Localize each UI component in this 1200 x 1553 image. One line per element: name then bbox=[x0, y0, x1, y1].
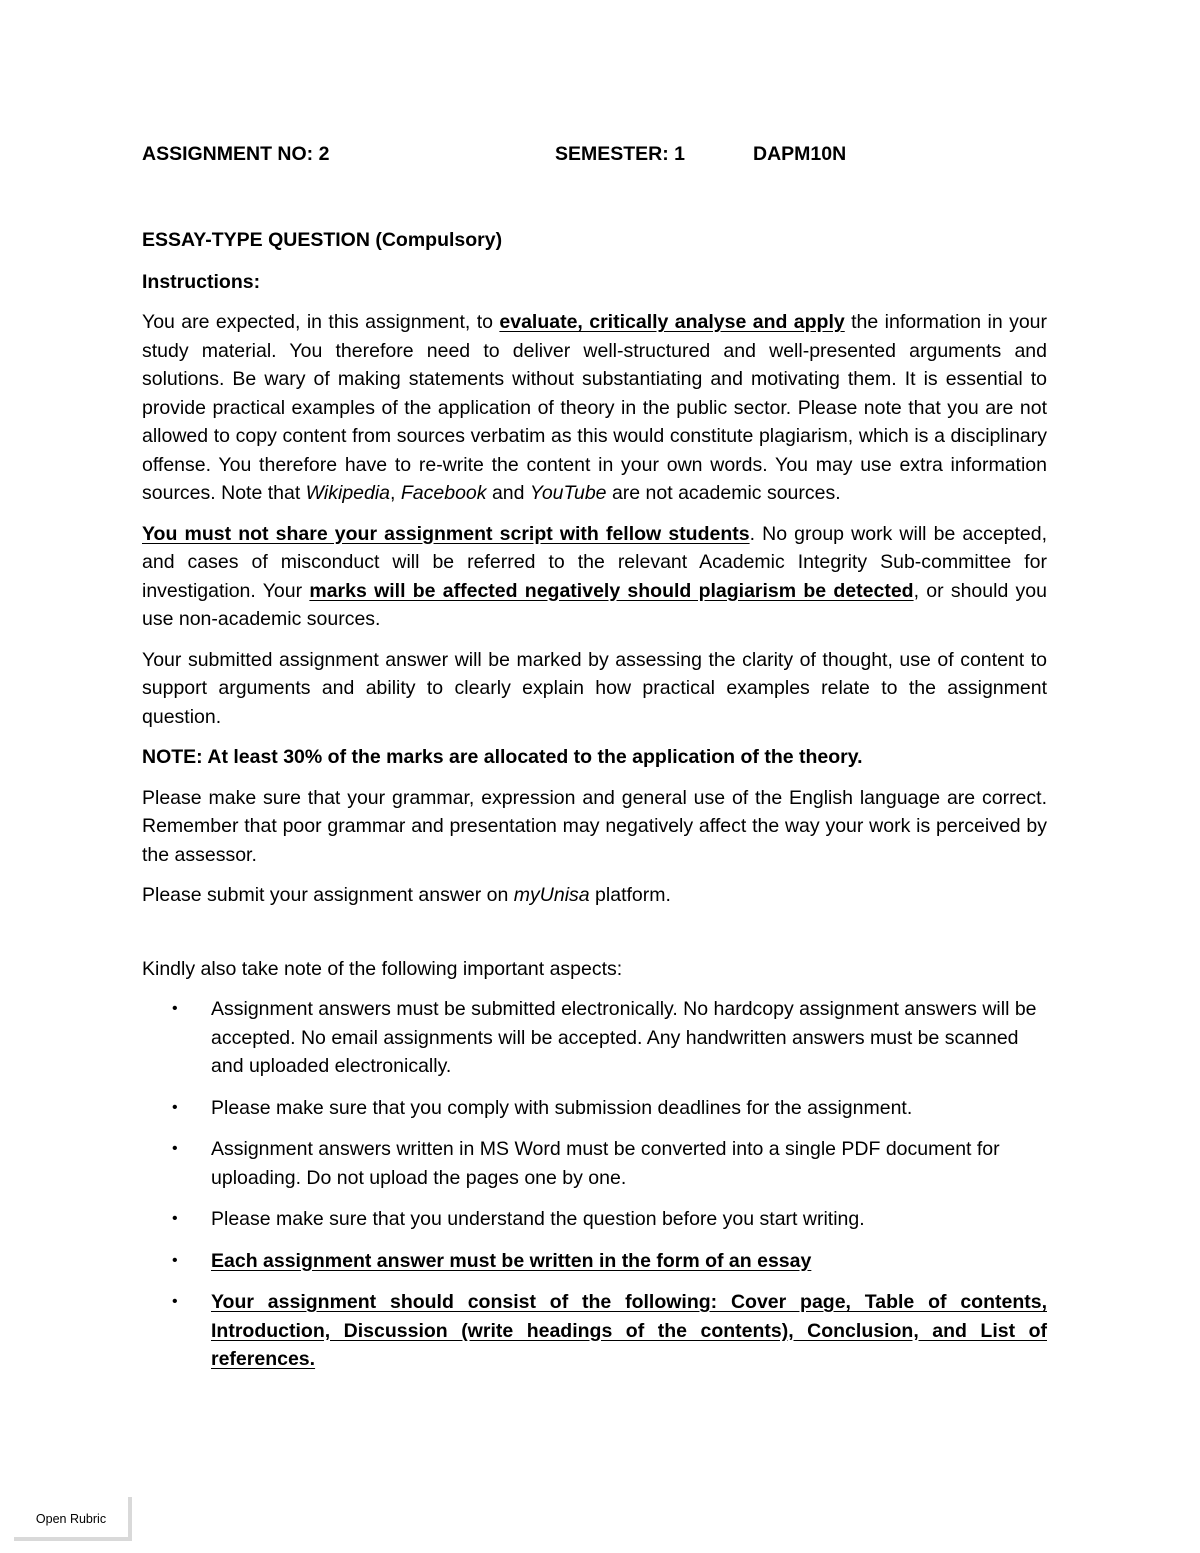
instructions-paragraph-2 bbox=[142, 520, 1047, 634]
assignment-header bbox=[142, 140, 1047, 170]
list-item bbox=[142, 1094, 1047, 1123]
list-item-text: Assignment answers must be submitted electronically. No hardcopy assignment answers will be accepted. No email assignments will be accepted. Any handwritten answers must be scanned and uploaded electronically. bbox=[211, 998, 1037, 1077]
instructions-paragraph-3: Your submitted assignment answer will be marked by assessing the clarity of thought, use of content to support arguments and ability to clearly explain how practical examples relate to the assignment question. bbox=[142, 648, 1047, 728]
emphasis-text: marks will be affected negatively should plagiarism be detected bbox=[309, 579, 914, 602]
text-run: platform. bbox=[589, 884, 671, 906]
bullet-icon: • bbox=[172, 1140, 178, 1157]
aspects-intro: Kindly also take note of the following important aspects: bbox=[142, 957, 623, 980]
list-item bbox=[142, 995, 1047, 1081]
essay-question-title: ESSAY-TYPE QUESTION (Compulsory) bbox=[142, 229, 503, 251]
emphasis-text: You must not share your assignment script with fellow students bbox=[142, 522, 750, 545]
myunisa-text: myUnisa bbox=[513, 884, 590, 906]
list-item-text: Please make sure that you understand the question before you start writing. bbox=[211, 1208, 865, 1230]
instructions-paragraph-1 bbox=[142, 308, 1047, 508]
bullet-icon: • bbox=[172, 1251, 178, 1269]
document-content bbox=[142, 140, 1047, 1387]
instructions-heading: Instructions: bbox=[142, 270, 261, 293]
list-item bbox=[142, 1288, 1047, 1374]
open-rubric-button[interactable]: Open Rubric bbox=[14, 1497, 132, 1541]
list-item bbox=[142, 1247, 1047, 1276]
wikipedia-text: Wikipedia bbox=[305, 482, 391, 504]
instructions-paragraph-5 bbox=[142, 881, 1047, 910]
text-run: , or should you use non-academic sources. bbox=[142, 579, 1047, 630]
list-item-text: Your assignment should consist of the following: Cover page, Table of contents, Introduction, Discussion (write headings of the contents), Conclusion, and List of references. bbox=[211, 1291, 1047, 1370]
assignment-number: ASSIGNMENT NO: 2 bbox=[142, 143, 330, 165]
list-item-text: Each assignment answer must be written in the form of an essay bbox=[211, 1249, 812, 1272]
bullet-icon: • bbox=[172, 1000, 178, 1017]
instructions-paragraph-4: Please make sure that your grammar, expression and general use of the English language are correct. Remember that poor grammar and presentation may negatively affect the way your work is perceived by the assessor. bbox=[142, 786, 1047, 866]
text-run: the information in your study material. You therefore need to deliver well-structured and well-presented arguments and solutions. Be wary of making statements without substantiating and motivating them. It is essential to provide practical examples of the application of theory in the public sector. Please note that you are not allowed to copy content from sources verbatim as this would constitute plagiarism, which is a disciplinary offense. You therefore have to re-write the content in your own words. You may use extra information sources. Note that bbox=[142, 311, 1048, 504]
list-item bbox=[142, 1205, 1047, 1234]
text-run: . No group work will be accepted, and cases of misconduct will be referred to the relevant Academic Integrity Sub-committee for investigation. Your bbox=[142, 522, 1047, 602]
list-item-text: Assignment answers written in MS Word must be converted into a single PDF document for uploading. Do not upload the pages one by one. bbox=[211, 1138, 1000, 1189]
bullet-icon: • bbox=[172, 1098, 178, 1116]
bullet-icon: • bbox=[172, 1210, 178, 1227]
list-item bbox=[142, 1135, 1047, 1192]
text-run: , bbox=[390, 482, 401, 504]
text-run: You are expected, in this assignment, to bbox=[142, 311, 500, 333]
semester-label: SEMESTER: 1 bbox=[555, 143, 686, 165]
text-run: Please submit your assignment answer on bbox=[142, 884, 514, 906]
emphasis-text: evaluate, critically analyse and apply bbox=[499, 311, 845, 333]
text-run: and bbox=[486, 482, 530, 504]
note-statement: NOTE: At least 30% of the marks are allocated to the application of the theory. bbox=[142, 746, 863, 768]
module-code: DAPM10N bbox=[753, 143, 847, 165]
youtube-text: YouTube bbox=[529, 482, 607, 504]
list-item-text: Please make sure that you comply with submission deadlines for the assignment. bbox=[211, 1096, 913, 1119]
text-run: are not academic sources. bbox=[606, 482, 841, 504]
aspects-list bbox=[142, 995, 1047, 1374]
bullet-icon: • bbox=[172, 1293, 178, 1310]
facebook-text: Facebook bbox=[400, 482, 487, 504]
